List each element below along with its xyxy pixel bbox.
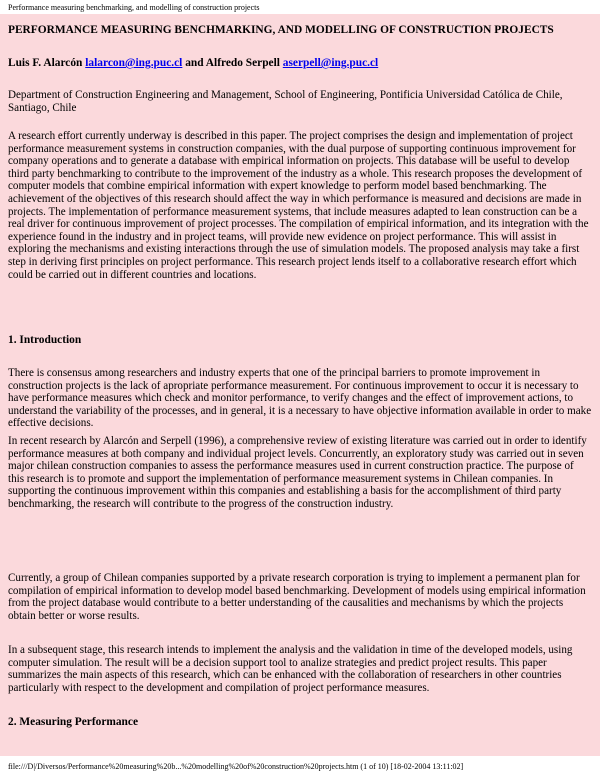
affiliation: Department of Construction Engineering and Management, School of Engineering, Pontificia Universidad Católica de Chile, Santiago, Chile (8, 89, 563, 114)
author1-name: Luis F. Alarcón (8, 57, 83, 69)
abstract-paragraph: A research effort currently underway is described in this paper. The project comprises the design and implementation of project performance measurement systems in construction companies, with the dual purpose of supporting continuous improvement for company operations and to generate a database with empirical information on projects. This database will be useful to develop third party benchmarking to contribute to the improvement of the industry as a whole. This research proposes the development of computer models that combine empirical information with expert knowledge to perform model based benchmarking. The achievement of the objectives of this research should affect the way in which performance is measured and decisions are made in projects. The implementation of performance measurement systems, that include measures adapted to lean construction can be a real driver for continuous improvement of project processes. The compilation of empirical information, and its integration with the experience found in the industry and in project teams, will provide new evidence on project performance. This will assist in exploring the mechanisms and existing interactions through the use of simulation models. The proposed analysis may take a first step in deriving first principles on project performance. This research project lends itself to a collaborative research effort which could be carried out in different countries and locations. (8, 130, 589, 281)
author-line (8, 56, 378, 70)
document-page (0, 14, 600, 756)
intro-paragraph-3: Currently, a group of Chilean companies supported by a private research corporation is trying to implement a permanent plan for compilation of empirical information to develop model based benchmarking. Development of models using empirical information from the project database would contribute to a better understanding of the causalities and mechanisms by which the projects obtain better or worse results. (8, 572, 586, 622)
author1-email-link[interactable]: lalarcon@ing.puc.cl (85, 57, 183, 69)
print-header: Performance measuring benchmarking, and modelling of construction projects (8, 3, 260, 12)
print-footer: file:///D|/Diversos/Performance%20measuring%20b...%20modelling%20of%20construction%20projects.htm (1 of 10) [18-02-2004 13:11:02] (8, 762, 464, 771)
intro-paragraph-2: In recent research by Alarcón and Serpell (1996), a comprehensive review of existing literature was carried out in order to identify performance measures at both company and individual project levels. Concurrently, an exploratory study was carried out in seven major chilean construction companies to assess the performance measures used in current construction practice. The purpose of this research is to promote and support the implementation of performance measurement systems in Chilean companies. In supporting the continuous improvement within this companies and establishing a basis for the accomplishment of third party benchmarking, the research will contribute to the progress of the construction industry. (8, 435, 587, 510)
section-heading-measuring-performance: 2. Measuring Performance (8, 716, 139, 728)
paper-title: PERFORMANCE MEASURING BENCHMARKING, AND MODELLING OF CONSTRUCTION PROJECTS (8, 24, 554, 36)
section-heading-introduction: 1. Introduction (8, 334, 82, 346)
author2-email-link[interactable]: aserpell@ing.puc.cl (282, 57, 379, 69)
author2-name: Alfredo Serpell (205, 57, 280, 69)
author-conjunction: and (185, 57, 204, 69)
intro-paragraph-4: In a subsequent stage, this research intends to implement the analysis and the validation in time of the developed models, using computer simulation. The result will be a decision support tool to analize strategies and predict project results. This paper summarizes the main aspects of this research, which can be enhanced with the collaboration of researchers in other countries particularly with respect to the development and compilation of project performance measures. (8, 644, 573, 694)
intro-paragraph-1: There is consensus among researchers and industry experts that one of the principal barriers to promote improvement in construction projects is the lack of apropriate performance measurement. For continuous improvement to occur it is necessary to have performance measures which check and monitor performance, to verify changes and the effect of improvement actions, to understand the variability of the processes, and in general, it is a necessary to have objective information available in order to make effective decisions. (8, 367, 592, 430)
